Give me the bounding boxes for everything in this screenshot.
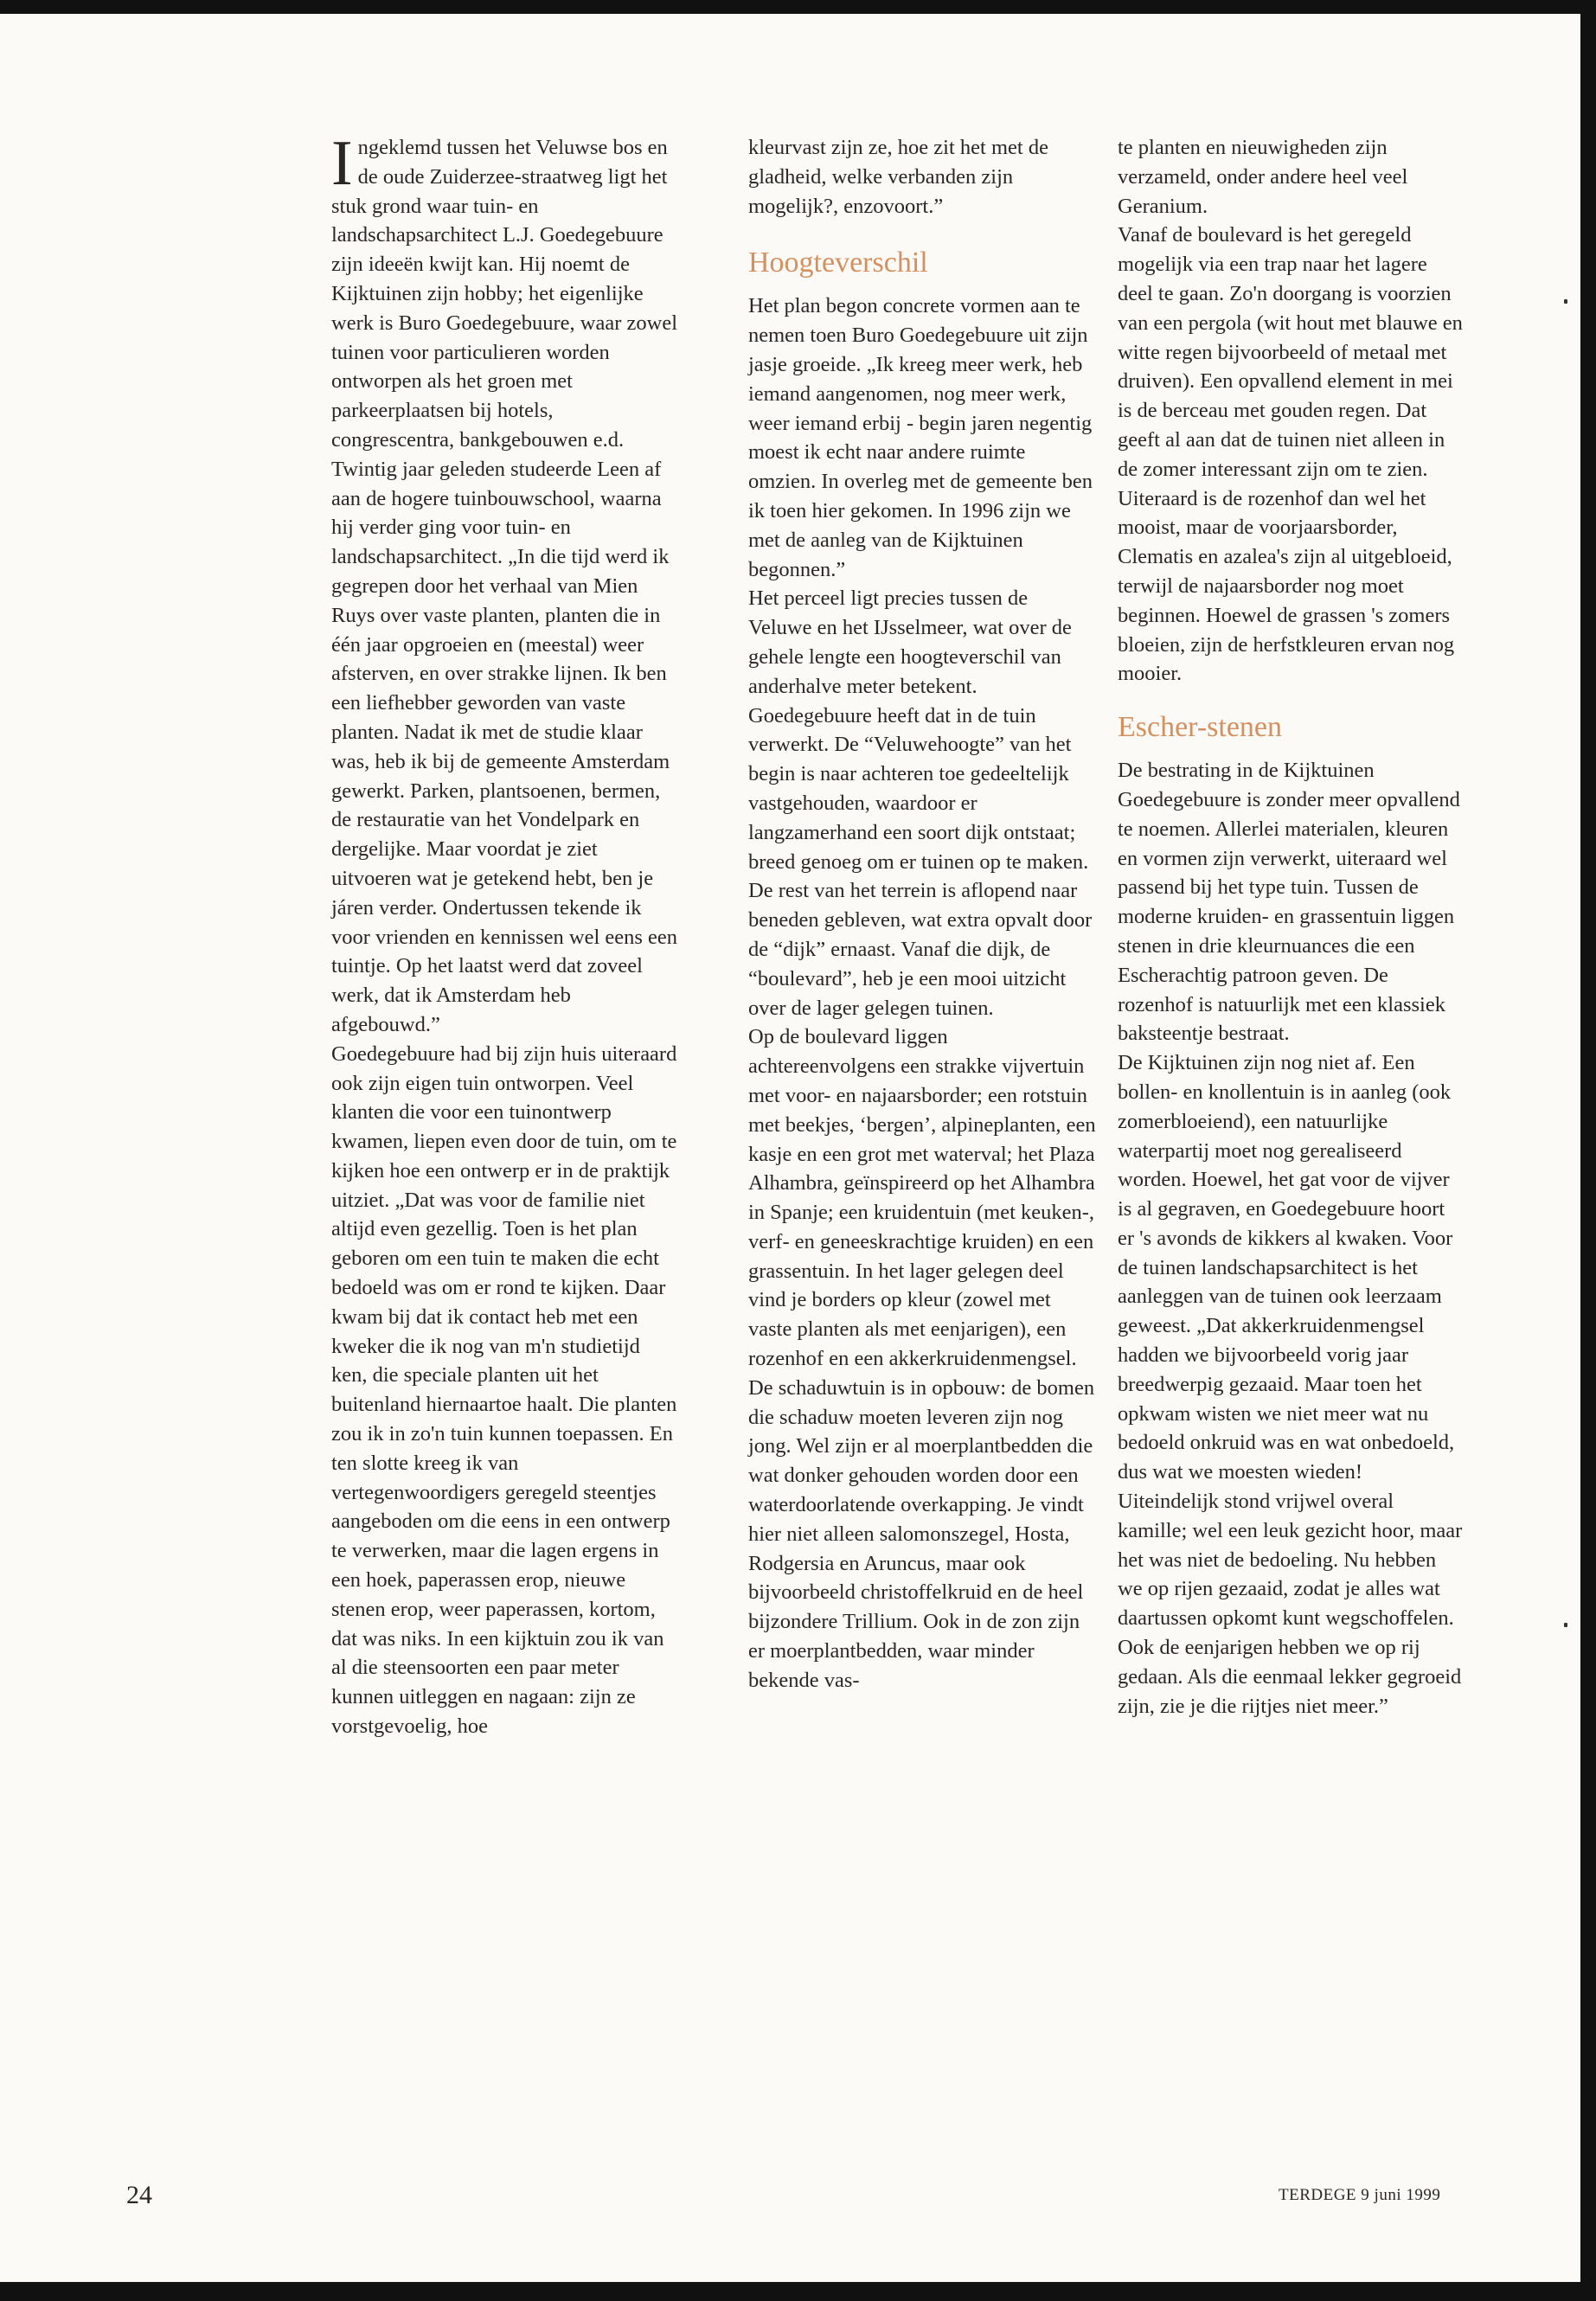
scan-border-bottom	[0, 2282, 1596, 2301]
article-column-2	[748, 133, 1096, 1695]
article-paragraph: Goedegebuure had bij zijn huis uiteraard ook zijn eigen tuin ontworpen. Veel klanten die voor een tuinontwerp kwamen, liepen even door de tuin, om te kijken hoe een ontwerp er in de praktijk uitziet. „Dat was voor de familie niet altijd even gezellig. Toen is het plan geboren om een tuin te maken die echt bedoeld was om er rond te kijken. Daar kwam bij dat ik contact heb met een kweker die ik nog van m'n studietijd ken, die speciale planten uit het buitenland hiernaartoe haalt. Die planten zou ik in zo'n tuin kunnen toepassen. En ten slotte kreeg ik van vertegenwoordigers geregeld steentjes aangeboden om die eens in een ontwerp te verwerken, maar die lagen ergens in een hoek, paperassen erop, nieuwe stenen erop, weer paperassen, kortom, dat was niks. In een kijktuin zou ik van al die steensoorten een paar meter kunnen uitleggen en nagaan: zijn ze vorstgevoelig, hoe	[331, 1042, 677, 1739]
article-paragraph: Het plan begon concrete vormen aan te nemen toen Buro Goedegebuure uit zijn jasje groeide. „Ik kreeg meer werk, heb iemand aangenomen, nog meer werk, weer iemand erbij - begin jaren negentig moest ik echt naar andere ruimte omzien. In overleg met de gemeente ben ik toen hier gekomen. In 1996 zijn we met de aanleg van de Kijktuinen begonnen.”	[748, 294, 1093, 581]
article-paragraph: te planten en nieuwigheden zijn verzameld, onder andere heel veel Geranium.	[1118, 136, 1408, 218]
scan-border-right	[1580, 0, 1596, 2301]
article-column-1	[331, 128, 679, 1741]
article-paragraph: Op de boulevard liggen achtereenvolgens een strakke vijvertuin met voor- en najaarsborder; een rotstuin met beekjes, ‘bergen’, alpineplanten, een kasje en een grot met waterval; het Plaza Alhambra, geïnspireerd op het Alhambra in Spanje; een kruidentuin (met keuken-, verf- en geneeskrachtige kruiden) en een grassentuin. In het lager gelegen deel vind je borders op kleur (zowel met vaste planten als met eenjarigen), een rozenhof en een akkerkruidenmengsel.	[748, 1025, 1096, 1371]
section-heading-escher-stenen: Escher-stenen	[1118, 711, 1283, 744]
article-paragraph: Vanaf de boulevard is het geregeld mogelijk via een trap naar het lagere deel te gaan. Zo'n doorgang is voorzien van een pergola (wit hout met blauwe en witte regen bijvoorbeeld of metaal met druiven). Een opvallend element in mei is de berceau met gouden regen. Dat geeft al aan dat de tuinen niet alleen in de zomer interessant zijn om te zien. Uiteraard is de rozenhof dan wel het mooist, maar de voorjaarsborder, Clematis en azalea's zijn al uitgebloeid, terwijl de najaarsborder nog moet beginnen. Hoewel de grassen 's zomers bloeien, zijn de herfstkleuren ervan nog mooier.	[1118, 223, 1463, 686]
article-paragraph: Het perceel ligt precies tussen de Veluwe en het IJsselmeer, wat over de gehele lengte een hoogteverschil van anderhalve meter betekent. Goedegebuure heeft dat in de tuin verwerkt. De “Veluwehoogte” van het begin is naar achteren toe gedeeltelijk vastgehouden, waardoor er langzamerhand een soort dijk ontstaat; breed genoeg om er tuinen op te maken. De rest van het terrein is aflopend naar beneden gebleven, wat extra opvalt door de “dijk” ernaast. Vanaf die dijk, de “boulevard”, heb je een mooi uitzicht over de lager gelegen tuinen.	[748, 586, 1093, 1020]
article-paragraph: Ingeklemd tussen het Veluwse bos en de oude Zuiderzee-straatweg ligt het stuk grond waar tuin- en landschapsarchitect L.J. Goedegebuure zijn ideeën kwijt kan. Hij noemt de Kijktuinen zijn hobby; het eigenlijke werk is Buro Goedegebuure, waar zowel tuinen voor particulieren worden ontworpen als het groen met parkeerplaatsen bij hotels, congrescentra, bankgebouwen e.d.	[331, 128, 678, 452]
magazine-page	[0, 14, 1580, 2282]
article-paragraph: De bestrating in de Kijktuinen Goedegebuure is zonder meer opvallend te noemen. Allerlei materialen, kleuren en vormen zijn verwerkt, uiteraard wel passend bij het type tuin. Tussen de moderne kruiden- en grassentuin liggen stenen in drie kleurnuances die een Escherachtig patroon geven. De rozenhof is natuurlijk met een klassiek baksteentje bestraat.	[1118, 759, 1460, 1046]
article-paragraph: De schaduwtuin is in opbouw: de bomen die schaduw moeten leveren zijn nog jong. Wel zijn er al moerplantbedden die wat donker gehouden worden door een waterdoorlatende overkapping. Je vindt hier niet alleen salomonszegel, Hosta, Rodgersia en Aruncus, maar ook bijvoorbeeld christoffelkruid en de heel bijzondere Trillium. Ook in de zon zijn er moerplantbedden, waar minder bekende vas-	[748, 1375, 1095, 1692]
scan-speck	[1564, 299, 1567, 304]
section-heading-hoogteverschil: Hoogteverschil	[748, 247, 928, 279]
page-number: 24	[126, 2181, 152, 2209]
article-paragraph: De Kijktuinen zijn nog niet af. Een bollen- en knollentuin is in aanleg (ook zomerbloeiend), een natuurlijke waterpartij moet nog gerealiseerd worden. Hoewel, het gat voor de vijver is al gegraven, en Goedegebuure hoort er 's avonds de kikkers al kwaken. Voor de tuinen landschapsarchitect is het aanleggen van de tuinen ook leerzaam geweest. „Dat akkerkruidenmengsel hadden we bijvoorbeeld vorig jaar breedwerpig gezaaid. Maar toen het opkwam wisten we niet meer wat nu bedoeld onkruid was en wat onbedoeld, dus wat we moesten wieden! Uiteindelijk stond vrijwel overal kamille; wel een leuk gezicht hoor, maar het was niet de bedoeling. Nu hebben we op rijen gezaaid, zodat je alles wat daartussen opkomt kunt wegschoffelen. Ook de eenjarigen hebben we op rij gedaan. Als die eenmaal lekker gegroeid zijn, zie je die rijtjes niet meer.”	[1118, 1051, 1463, 1718]
scan-border-top	[0, 0, 1596, 14]
drop-cap: I	[331, 128, 353, 199]
article-paragraph: kleurvast zijn ze, hoe zit het met de gladheid, welke verbanden zijn mogelijk?, enzovoort.”	[748, 136, 1048, 218]
article-column-3	[1118, 133, 1465, 1721]
article-paragraph: Twintig jaar geleden studeerde Leen af aan de hogere tuinbouwschool, waarna hij verder ging voor tuin- en landschapsarchitect. „In die tijd werd ik gegrepen door het verhaal van Mien Ruys over vaste planten, planten die in één jaar opgroeien en (meestal) weer afsterven, en over strakke lijnen. Ik ben een liefhebber geworden van vaste planten. Nadat ik met de studie klaar was, heb ik bij de gemeente Amsterdam gewerkt. Parken, plantsoenen, bermen, de restauratie van het Vondelpark en dergelijke. Maar voordat je ziet uitvoeren wat je getekend hebt, ben je járen verder. Ondertussen tekende ik voor vrienden en kennissen wel eens een tuintje. Op het laatst werd dat zoveel werk, dat ik Amsterdam heb afgebouwd.”	[331, 457, 678, 1036]
scan-speck	[1564, 1623, 1567, 1627]
magazine-issue: TERDEGE 9 juni 1999	[1279, 2186, 1441, 2204]
